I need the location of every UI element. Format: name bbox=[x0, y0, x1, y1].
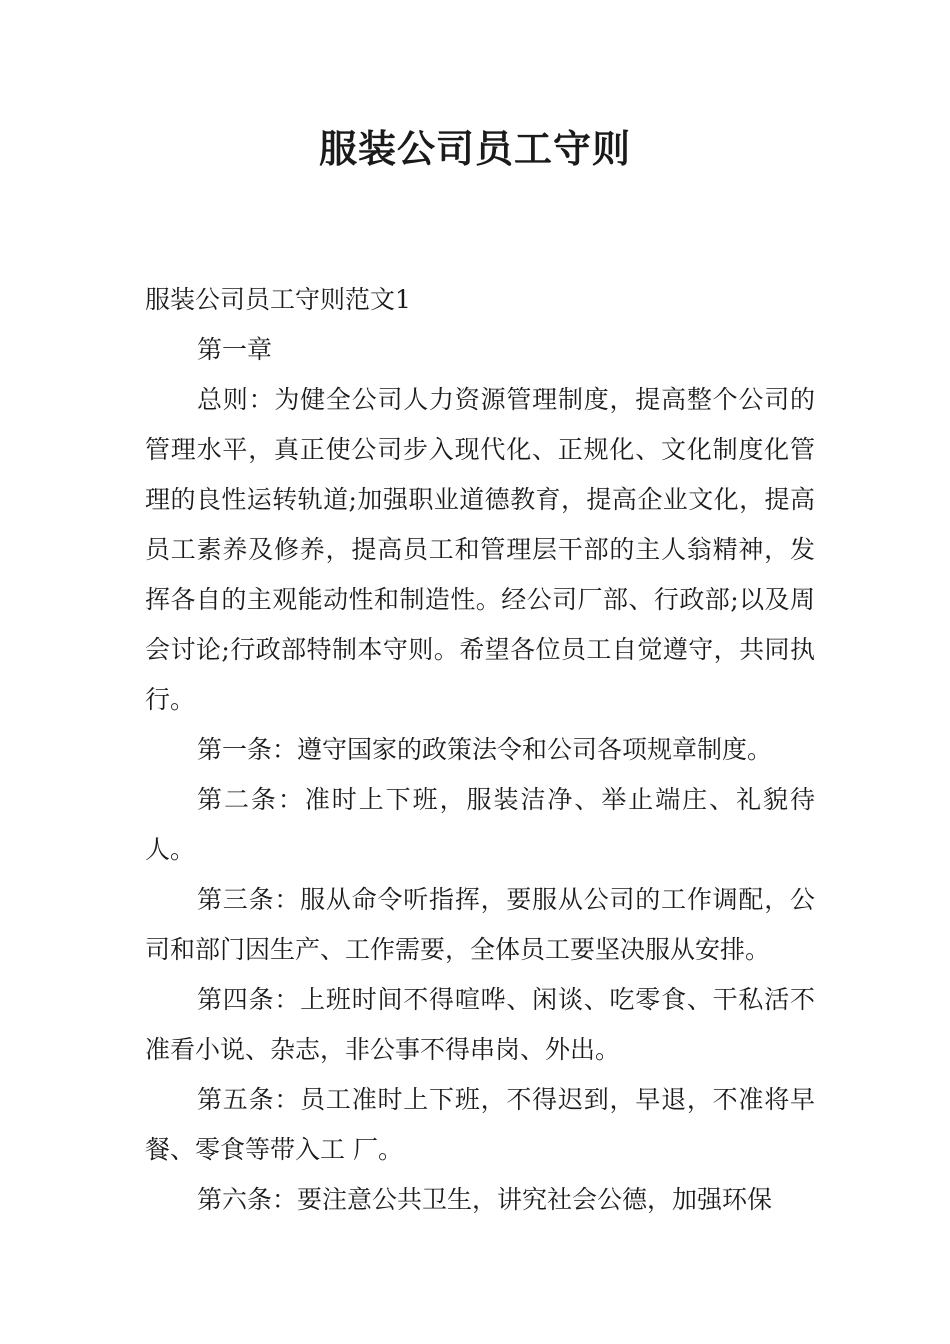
paragraph-article-5: 第五条：员工准时上下班，不得迟到，早退，不准将早餐、零食等带入工 厂。 bbox=[145, 1085, 815, 1164]
document-title: 服装公司员工守则 bbox=[318, 127, 631, 171]
paragraph-general-principles: 总则：为健全公司人力资源管理制度，提高整个公司的管理水平，真正使公司步入现代化、正规化、文化制度化管理的良性运转轨道;加强职业道德教育，提高企业文化，提高员工素养及修养，提高员工和管理层干部的主人翁精神，发挥各自的主观能动性和制造性。经公司厂部、行政部;以及周会讨论;行政部特制本守则。希望各位员工自觉遵守，共同执行。 bbox=[145, 385, 815, 714]
paragraph-article-2: 第二条：准时上下班，服装洁净、举止端庄、礼貌待人。 bbox=[145, 785, 815, 864]
paragraph-article-3: 第三条：服从命令听指挥，要服从公司的工作调配，公司和部门因生产、工作需要，全体员工要坚决服从安排。 bbox=[145, 885, 815, 964]
paragraph-article-4: 第四条：上班时间不得喧哗、闲谈、吃零食、干私活不准看小说、杂志，非公事不得串岗、外出。 bbox=[145, 985, 815, 1064]
paragraph-article-1: 第一条：遵守国家的政策法令和公司各项规章制度。 bbox=[197, 735, 773, 764]
document-body bbox=[145, 275, 815, 1225]
paragraph-article-6: 第六条：要注意公共卫生，讲究社会公德，加强环保 bbox=[197, 1185, 773, 1214]
chapter-heading: 第一章 bbox=[197, 335, 273, 364]
document-subtitle: 服装公司员工守则范文1 bbox=[145, 285, 411, 314]
